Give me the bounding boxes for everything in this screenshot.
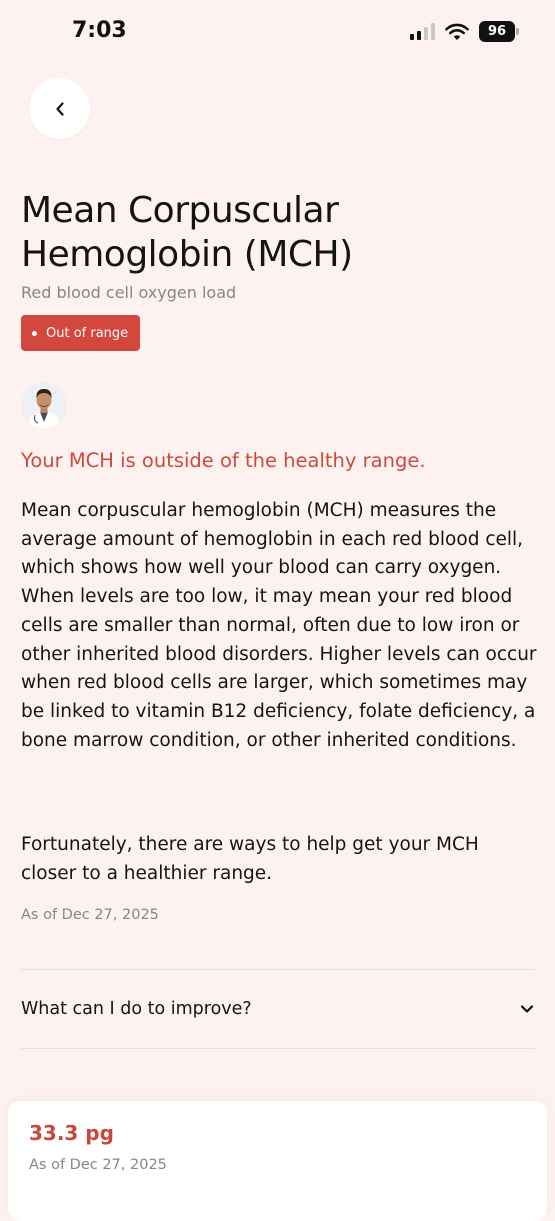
result-headline: Your MCH is outside of the healthy range.: [21, 449, 426, 472]
signal-bar: [424, 27, 428, 40]
status-bar: [0, 0, 555, 66]
result-card[interactable]: [8, 1101, 547, 1221]
battery-level: 96: [479, 21, 515, 42]
wifi-icon: [445, 23, 469, 41]
result-value: 33.3 pg: [29, 1121, 114, 1145]
result-date: As of Dec 27, 2025: [29, 1157, 167, 1173]
divider-top: [21, 969, 535, 970]
status-time: 7:03: [72, 18, 127, 43]
page-title: Mean Corpuscular Hemoglobin (MCH): [21, 190, 353, 275]
status-icons: [410, 21, 519, 42]
summary-date: As of Dec 27, 2025: [21, 907, 159, 923]
signal-bar: [410, 34, 414, 40]
divider-bottom: [21, 1048, 535, 1049]
signal-bar: [417, 31, 421, 40]
improve-accordion-toggle[interactable]: [21, 971, 535, 1047]
status-badge-label: Out of range: [46, 325, 129, 341]
chevron-left-icon: [54, 101, 66, 117]
doctor-avatar: [21, 382, 67, 428]
battery-icon: [479, 21, 519, 42]
page-subtitle: Red blood cell oxygen load: [21, 283, 237, 302]
status-badge: [21, 315, 140, 351]
signal-bar: [431, 23, 435, 40]
back-button[interactable]: [29, 78, 90, 139]
encouragement-paragraph: Fortunately, there are ways to help get your MCH closer to a healthier range.: [21, 834, 479, 884]
description-paragraph: Mean corpuscular hemoglobin (MCH) measures the average amount of hemoglobin in each red blood cell, which shows how well your blood can carry oxygen. When levels are too low, it may mean your red blood cells are smaller than normal, often due to low iron or other inherited blood disorders. Higher levels can occur when red blood cells are larger, which sometimes may be linked to vitamin B12 deficiency, folate deficiency, a bone marrow condition, or other inherited conditions.: [21, 500, 537, 751]
cellular-signal-icon: [410, 23, 435, 40]
accordion-title: What can I do to improve?: [21, 999, 252, 1019]
badge-dot-icon: [32, 331, 37, 336]
chevron-down-icon: [519, 1003, 535, 1015]
